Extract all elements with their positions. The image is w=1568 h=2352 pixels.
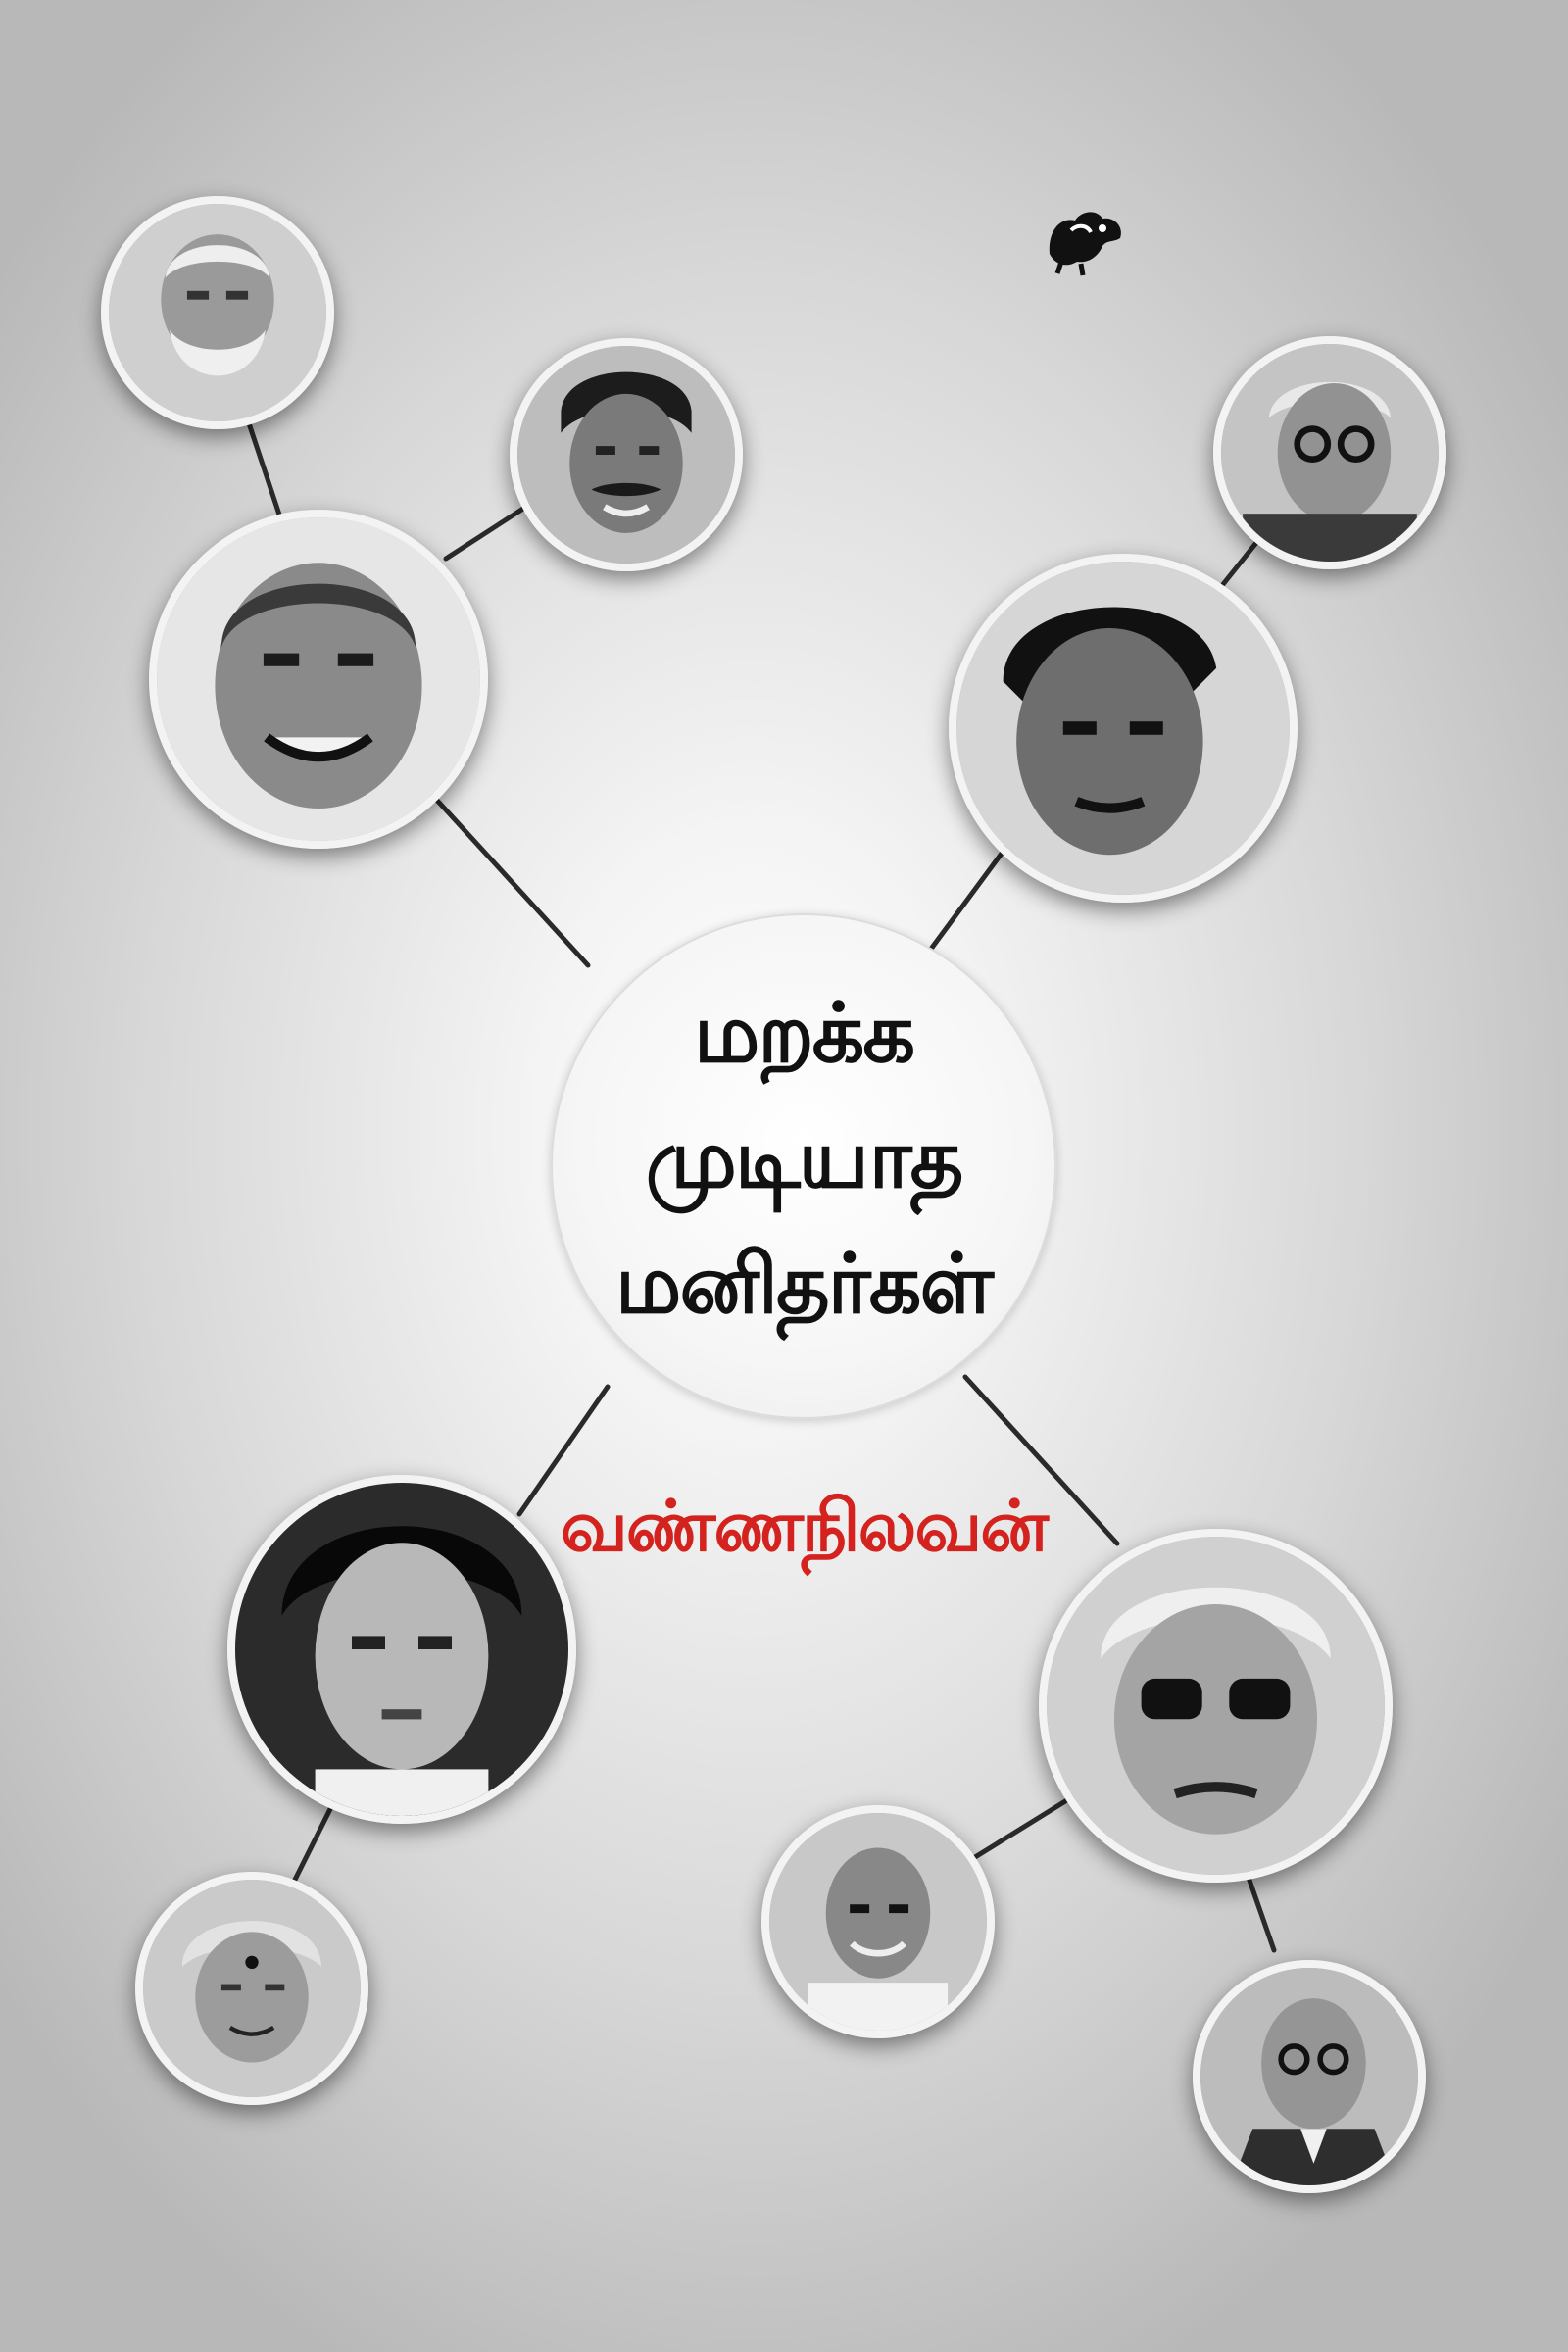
portrait-bald-elder [761,1805,995,2038]
connector-line [431,794,588,965]
portrait-young-man [227,1475,576,1824]
title-line-2: முடியாத [645,1110,962,1206]
author-name: வண்ணநிலவன் [560,1485,1048,1567]
connector-line [446,505,529,559]
book-title [510,970,1098,1347]
connector-line [926,843,1009,956]
portrait-elder-dark-glasses [1039,1529,1393,1883]
portrait-mustached-man [510,338,743,571]
title-line-3: மனிதர்கள் [614,1236,993,1332]
publisher-logo-icon [1042,203,1130,276]
portrait-smiling-man [149,510,488,849]
title-line-1: மறக்க [693,985,914,1081]
connector-line [1220,539,1259,588]
portrait-elderly-woman [135,1872,368,2105]
portrait-elder-with-glasses [1213,336,1446,569]
portrait-man-profile [949,554,1298,903]
connector-line [975,1793,1078,1857]
portrait-elder-in-suit [1193,1960,1426,2193]
portrait-bearded-elder [101,196,334,429]
